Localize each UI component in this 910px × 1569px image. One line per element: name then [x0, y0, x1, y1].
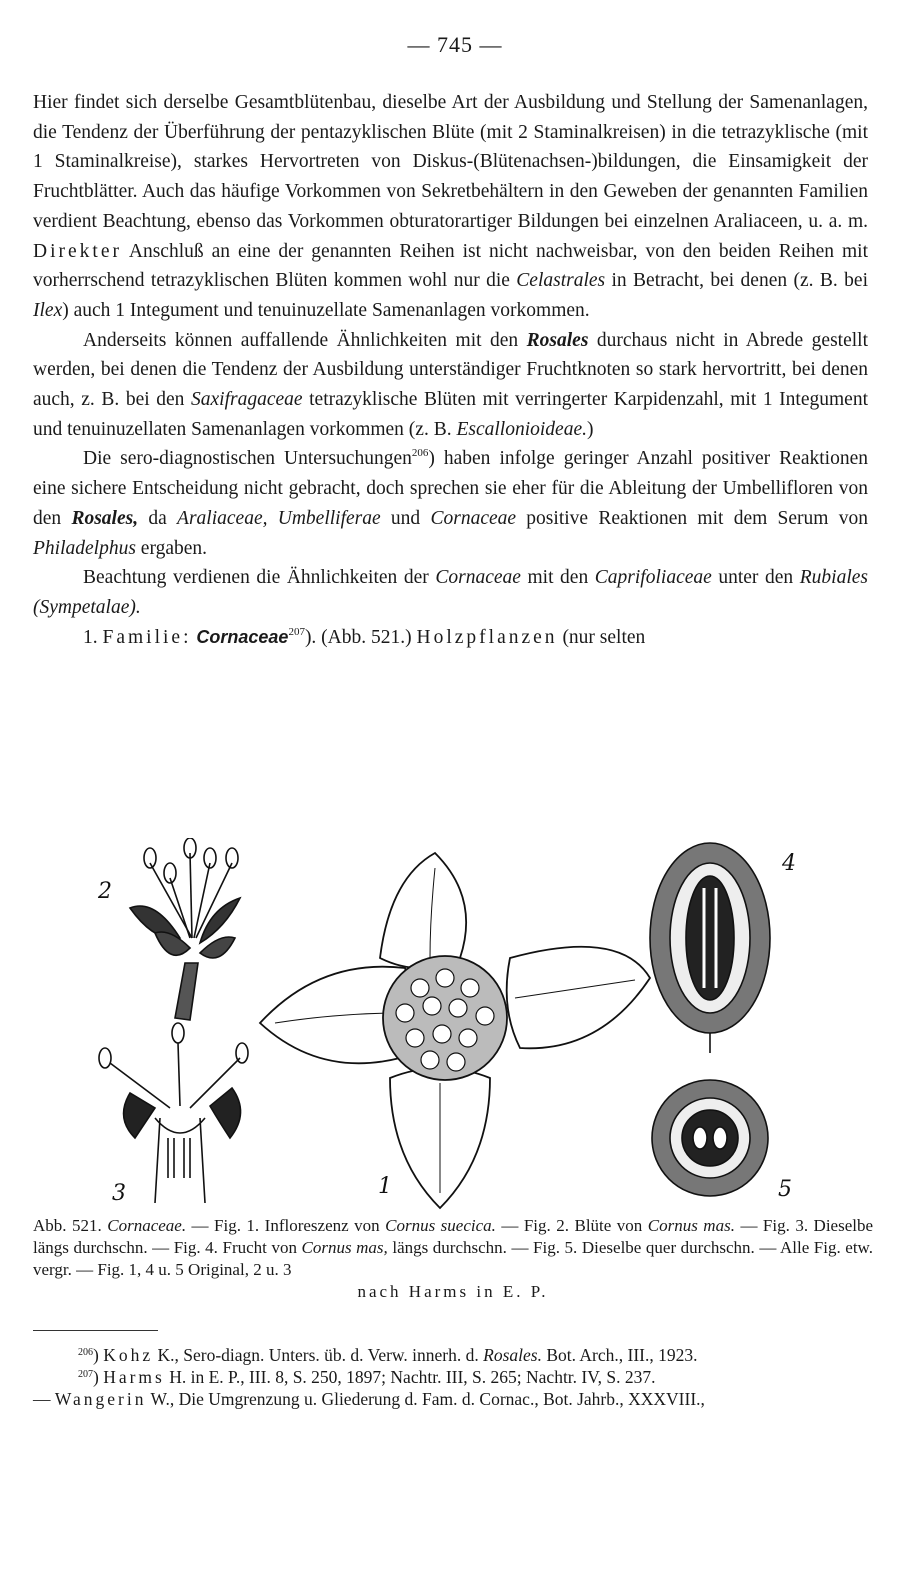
figure-521: [60, 838, 860, 1218]
fig1-inflorescence-drawing: [260, 853, 650, 1208]
figure-caption: Abb. 521. Cornaceae. — Fig. 1. Infloreszenz von Cornus suecica. — Fig. 2. Blüte von Cornus mas. — Fig. 3. Dieselbe längs durchschn. — Fig. 4. Frucht von Cornus mas, längs durchschn. — Fig. 5. Dieselbe quer durchschn. — Alle Fig. etw. vergr. — Fig. 1, 4 u. 5 Original, 2 u. 3 nach Harms in E. P.: [33, 1216, 874, 1301]
footnotes: [33, 1344, 873, 1410]
fig3-label: 3: [112, 1181, 126, 1206]
fig2-label: 2: [98, 879, 112, 904]
fig1-label: 1: [378, 1174, 392, 1199]
paragraph-3: Die sero-diagnostischen Untersuchungen$^{206}$) haben infolge geringer Anzahl positiver Reaktionen eine sichere Entscheidung nicht gebracht, doch sprechen sie eher für die Ableitung der Umbellifloren von den Rosales, da Araliaceae, Umbelliferae und Cornaceae positive Reaktionen mit dem Serum von Philadelphus ergaben.: [33, 447, 869, 559]
footnote-207: $^{207}$) Harms H. in E. P., III. 8, S. 250, 1897; Nachtr. III, S. 265; Nachtr. IV, S. 237.: [78, 1367, 656, 1387]
fig5-fruit-cross-section-drawing: [652, 1080, 768, 1196]
body-text: [33, 88, 868, 652]
fig3-section-drawing: [99, 1023, 248, 1203]
paragraph-2: Anderseits können auffallende Ähnlichkeiten mit den Rosales durchaus nicht in Abrede gestellt werden, bei denen die Tendenz der Ausbildung unterständiger Fruchtknoten so stark hervortritt, bei denen auch, z. B. bei den Saxifragaceae tetrazyklische Blüten mit verringerter Karpidenzahl, mit 1 Integument und tenuinuzellaten Samenanlagen vorkommen (z. B. Escallonioideae.): [33, 329, 868, 440]
footnote-divider: [33, 1330, 158, 1331]
fig4-fruit-section-drawing: [650, 843, 770, 1053]
fig4-label: 4: [782, 851, 796, 876]
paragraph-1: Hier findet sich derselbe Gesamtblütenbau, dieselbe Art der Ausbildung und Stellung der Samenanlagen, die Tendenz der Überführung der pentazyklischen Blüte (mit 2 Staminalkreisen) in die tetrazyklische (mit 1 Staminalkreise), starkes Hervortreten von Diskus-(Blütenachsen-)bildungen, die Einsamigkeit der Fruchtblätter. Auch das häufige Vorkommen von Sekretbehältern in den Geweben der genannten Familien verdient Beachtung, ebenso das Vorkommen obturatorartiger Bildungen bei einzelnen Araliaceen, u. a. m. Direkter Anschluß an eine der genannten Reihen ist nicht nachweisbar, von den beiden Reihen mit vorherrschend tetrazyklischen Blüten kommen wohl nur die Celastrales in Betracht, bei denen (z. B. bei Ilex) auch 1 Integument und tenuinuzellate Samenanlagen vorkommen.: [33, 92, 868, 321]
paragraph-5: 1. Familie: Cornaceae$^{207}$). (Abb. 521.) Holzpflanzen (nur selten: [83, 625, 646, 648]
footnote-207-continued: — Wangerin W., Die Umgrenzung u. Gliederung d. Fam. d. Cornac., Bot. Jahrb., XXXVIII.,: [33, 1389, 705, 1409]
paragraph-4: Beachtung verdienen die Ähnlichkeiten der Cornaceae mit den Caprifoliaceae unter den Rubiales (Sympetalae).: [33, 567, 868, 618]
fig5-label: 5: [778, 1177, 792, 1202]
cornaceae-illustration: [60, 838, 860, 1218]
footnote-206: $^{206}$) Kohz K., Sero-diagn. Unters. üb. d. Verw. innerh. d. Rosales. Bot. Arch., III., 1923.: [78, 1345, 698, 1365]
fig2-flower-drawing: [130, 838, 240, 1020]
page-number: — 745 —: [407, 32, 503, 57]
